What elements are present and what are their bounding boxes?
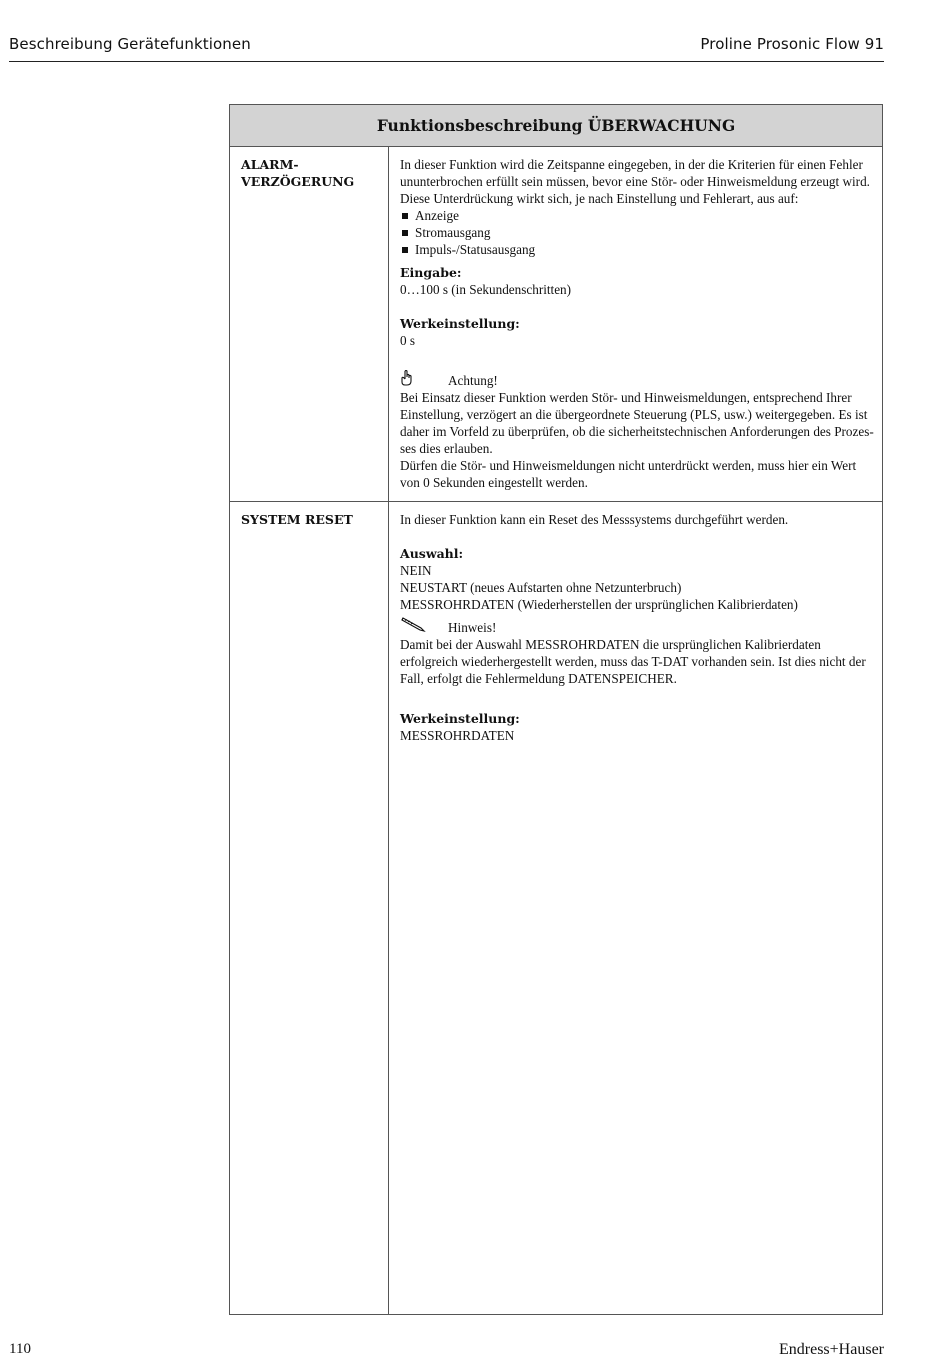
- list-item: Stromausgang: [400, 224, 875, 241]
- function-name-alarm-delay: [241, 156, 381, 190]
- warning-note-text: Bei Einsatz dieser Funktion werden Stör- und Hinweismeldungen, entsprechend Ihrer Einstellung, verzögert an die übergeordnete Steuerung (PLS, usw.) weitergegeben. Es ist daher im Vorfeld zu überprüfen, ob die sicherheitstechnischen Anforderungen des Prozes- ses dies erlauben.: [400, 390, 874, 456]
- function-table: [229, 104, 883, 1315]
- hint-note-title: Hinweis!: [448, 620, 497, 635]
- function-name-line2: VERZÖGERUNG: [241, 174, 355, 189]
- warning-note-header: [400, 372, 875, 389]
- default-value: MESSROHRDATEN: [400, 728, 515, 743]
- choice-option: NEIN: [400, 563, 432, 578]
- warning-note-text-2: Dürfen die Stör- und Hinweismeldungen nicht unterdrückt werden, muss hier ein Wert von 0 Sekunden eingestellt werden.: [400, 458, 857, 490]
- page-number: 110: [9, 1341, 31, 1357]
- input-value: 0…100 s (in Sekundenschritten): [400, 282, 572, 297]
- choice-option: MESSROHRDATEN (Wiederherstellen der ursprünglichen Kalibrierdaten): [400, 597, 798, 612]
- hint-note-text: Damit bei der Auswahl MESSROHRDATEN die ursprünglichen Kalibrierdaten erfolgreich wiederhergestellt werden, muss das T-DAT vorhanden sein. Ist dies nicht der Fall, erfolgt die Fehlermeldung DATENSPEICHER.: [400, 637, 866, 686]
- choice-option: NEUSTART (neues Aufstarten ohne Netzunterbruch): [400, 580, 682, 595]
- header-product-name: Proline Prosonic Flow 91: [700, 35, 884, 53]
- list-item: Impuls-/Statusausgang: [400, 241, 875, 258]
- warning-note-title: Achtung!: [448, 373, 498, 388]
- function-description-system-reset: [400, 511, 875, 744]
- function-name-line1: ALARM-: [241, 157, 299, 172]
- input-label: Eingabe:: [400, 265, 462, 280]
- pointing-hand-icon: [400, 370, 448, 391]
- list-item: Anzeige: [400, 207, 875, 224]
- hint-note-header: [400, 619, 875, 636]
- alarm-intro: In dieser Funktion wird die Zeitspanne eingegeben, in der die Kriterien für einen Fehler ununterbrochen erfüllt sein müssen, bevor eine Stör- oder Hinweismeldung erzeugt wird. Diese Unterdrückung wirkt sich, je nach Einstellung und Fehlerart, aus auf:: [400, 157, 870, 206]
- footer-brand: Endress+Hauser: [779, 1341, 884, 1358]
- table-row-system-reset: [230, 502, 882, 1314]
- reset-intro: In dieser Funktion kann ein Reset des Messsystems durchgeführt werden.: [400, 512, 789, 527]
- default-value: 0 s: [400, 333, 416, 348]
- choice-label: Auswahl:: [400, 546, 464, 561]
- pencil-icon: [400, 617, 448, 638]
- table-title: Funktionsbeschreibung ÜBERWACHUNG: [230, 105, 882, 147]
- header-rule: [9, 61, 884, 62]
- header-section-title: Beschreibung Gerätefunktionen: [9, 35, 251, 53]
- table-row-alarm-delay: [230, 147, 882, 502]
- default-label: Werkeinstellung:: [400, 316, 520, 331]
- function-description-alarm-delay: [400, 156, 875, 491]
- function-name-system-reset: SYSTEM RESET: [241, 512, 353, 527]
- alarm-bullet-list: [400, 207, 875, 258]
- default-label: Werkeinstellung:: [400, 711, 520, 726]
